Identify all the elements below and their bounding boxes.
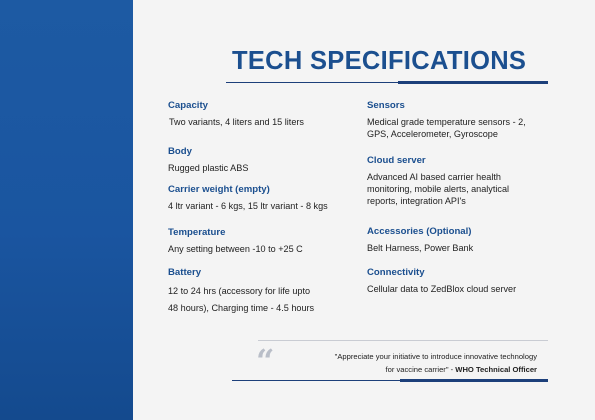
page-title: TECH SPECIFICATIONS: [232, 47, 527, 75]
quote-bottom-rule-accent: [400, 379, 548, 382]
spec-heading: Accessories (Optional): [367, 226, 472, 237]
spec-heading: Body: [168, 146, 192, 157]
quote-mark-icon: “: [256, 342, 275, 380]
spec-battery: [168, 267, 358, 317]
spec-cloud-server: [367, 155, 542, 208]
spec-connectivity: [367, 267, 549, 295]
spec-heading: Carrier weight (empty): [168, 184, 270, 195]
spec-heading: Cloud server: [367, 155, 426, 166]
blue-side-band: [0, 0, 133, 420]
testimonial-text: for vaccine carrier" -: [385, 365, 456, 374]
spec-value: Cellular data to ZedBlox cloud server: [367, 284, 517, 294]
testimonial-line: "Appreciate your initiative to introduce innovative technology: [334, 352, 537, 361]
spec-heading: Capacity: [168, 100, 208, 111]
spec-accessories: [367, 226, 549, 254]
spec-value: Advanced AI based carrier health monitoring, mobile alerts, analytical reports, integration API's: [367, 172, 510, 207]
spec-body: [168, 146, 358, 174]
spec-value: Two variants, 4 liters and 15 liters: [169, 117, 304, 127]
spec-sensors: [367, 100, 549, 140]
quote-top-rule: [258, 340, 548, 341]
spec-heading: Connectivity: [367, 267, 425, 278]
testimonial-source: WHO Technical Officer: [455, 365, 537, 374]
spec-carrier-weight: [168, 184, 368, 212]
spec-value: Medical grade temperature sensors - 2, GPS, Accelerometer, Gyroscope: [367, 117, 526, 140]
spec-value: Belt Harness, Power Bank: [367, 243, 474, 253]
spec-value-line: 12 to 24 hrs (accessory for life upto: [168, 286, 311, 296]
spec-capacity: [168, 100, 358, 128]
spec-heading: Temperature: [168, 227, 226, 238]
title-rule-accent: [398, 81, 548, 84]
spec-heading: Battery: [168, 267, 202, 278]
testimonial-line: [282, 363, 537, 376]
spec-value: Rugged plastic ABS: [168, 163, 249, 173]
spec-heading: Sensors: [367, 100, 405, 111]
spec-temperature: [168, 227, 358, 255]
testimonial-quote: [282, 350, 537, 376]
spec-value: Any setting between -10 to +25 C: [168, 244, 303, 254]
spec-value: 4 ltr variant - 6 kgs, 15 ltr variant - 8 kgs: [168, 201, 328, 211]
spec-value-line: 48 hours), Charging time - 4.5 hours: [168, 303, 315, 313]
spec-value: [168, 283, 358, 317]
